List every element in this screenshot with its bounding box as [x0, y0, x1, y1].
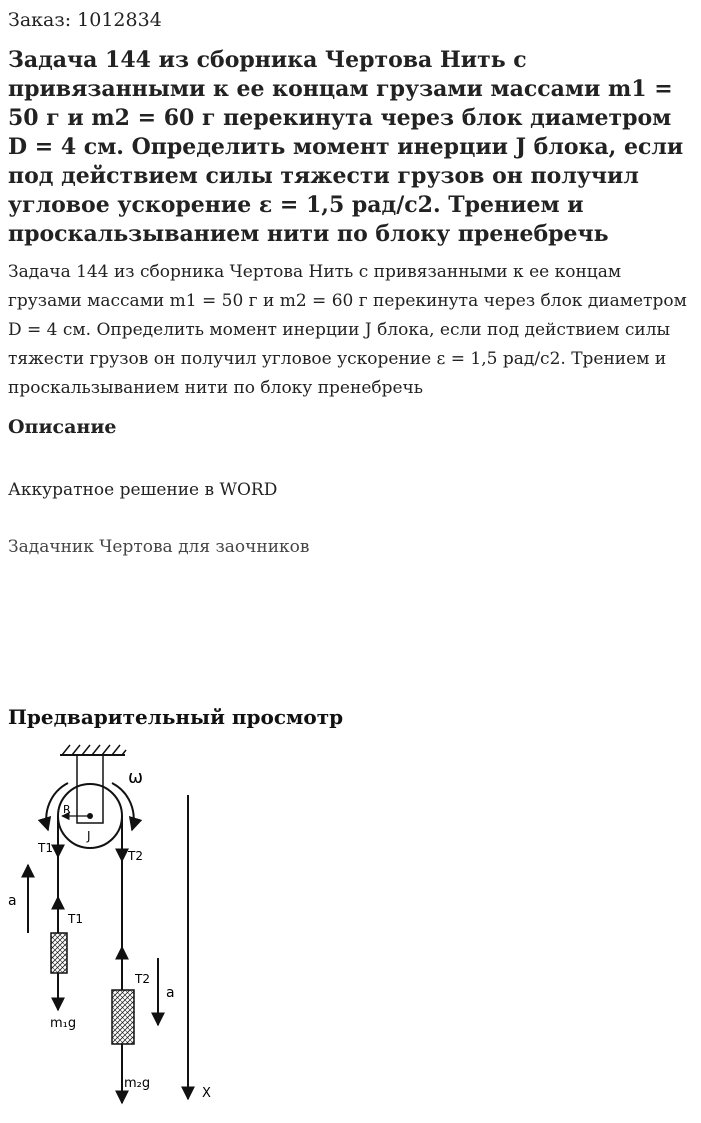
mass-2 [112, 990, 134, 1044]
preview-heading: Предварительный просмотр [8, 705, 344, 729]
t2-mass-label: T2 [135, 972, 150, 986]
accel-left-label: a [8, 893, 17, 909]
description-line-2: Задачник Чертова для заочников [8, 537, 310, 557]
inertia-label: J [87, 829, 91, 843]
description-line-1: Аккуратное решение в WORD [8, 480, 278, 500]
accel-right-label: a [166, 985, 175, 1001]
m1g-label: m₁g [50, 1016, 77, 1031]
t1-mass-label: T1 [68, 912, 83, 926]
order-number: Заказ: 1012834 [8, 9, 162, 31]
t2-top-label: T2 [128, 849, 143, 863]
task-title: Задача 144 из сборника Чертова Нить с привязанными к ее концам грузами массами m1 = 50 г и m2 = 60 г перекинута через блок диаметром D = 4 см. Определить момент инерции J блока, если под действием силы тяжести грузов он получил угловое ускорение ε = 1,5 рад/с2. Трением и проскальзыванием нити по блоку пренебречь [8, 47, 684, 247]
pulley-diagram [0, 735, 260, 1115]
mass-1 [51, 933, 67, 973]
description-heading: Описание [8, 416, 117, 438]
omega-label: ω [128, 767, 144, 788]
m2g-label: m₂g [124, 1076, 151, 1091]
t1-top-label: T1 [38, 841, 53, 855]
x-axis-label: X [202, 1086, 211, 1101]
radius-label: R [63, 803, 71, 816]
task-text: Задача 144 из сборника Чертова Нить с привязанными к ее концам грузами массами m1 = 50 г и m2 = 60 г перекинута через блок диаметром D = 4 см. Определить момент инерции J блока, если под действием силы тяжести грузов он получил угловое ускорение ε = 1,5 рад/с2. Трением и проскальзыванием нити по блоку пренебречь [8, 262, 687, 398]
